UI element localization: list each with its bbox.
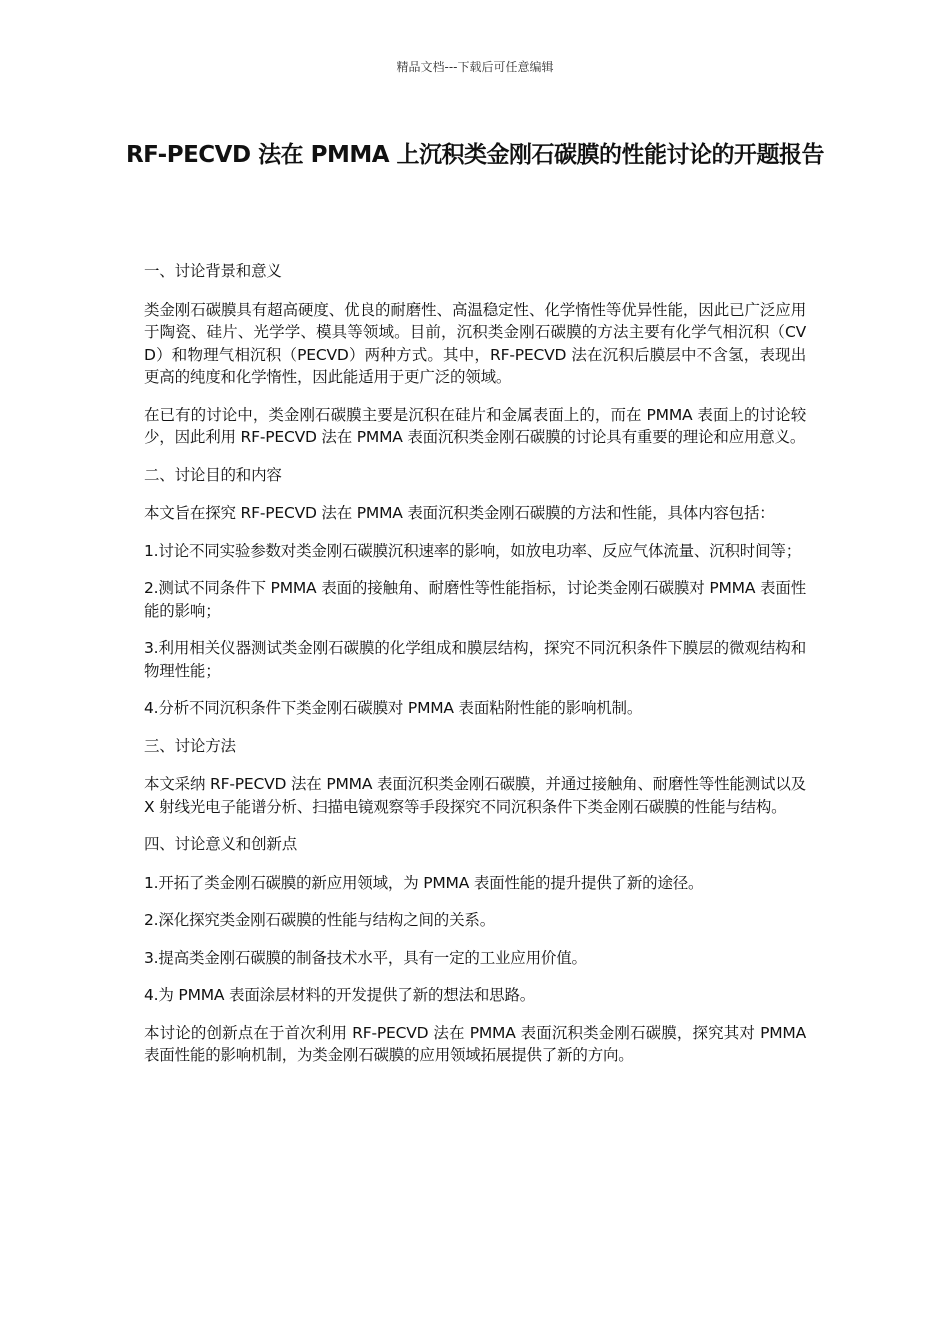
paragraph-background-1: 类金刚石碳膜具有超高硬度、优良的耐磨性、高温稳定性、化学惰性等优异性能，因此已广泛应用于陶瓷、硅片、光学学、模具等领域。目前，沉积类金刚石碳膜的方法主要有化学气相沉积（CVD）和物理气相沉积（PECVD）两种方式。其中，RF-PECVD 法在沉积后膜层中不含氢，表现出更高的纯度和化学惰性，因此能适用于更广泛的领域。 — [144, 300, 806, 386]
document-title: RF-PECVD 法在 PMMA 上沉积类金刚石碳膜的性能讨论的开题报告 — [125, 142, 825, 168]
paragraph-purpose-intro: 本文旨在探究 RF-PECVD 法在 PMMA 表面沉积类金刚石碳膜的方法和性能，具体内容包括： — [144, 504, 775, 522]
paragraph-innovation: 本讨论的创新点在于首次利用 RF-PECVD 法在 PMMA 表面沉积类金刚石碳膜，探究其对 PMMA 表面性能的影响机制，为类金刚石碳膜的应用领域拓展提供了新的方向。 — [144, 1023, 806, 1064]
section-heading-method: 三、讨论方法 — [144, 736, 236, 755]
list-item-significance-1: 1.开拓了类金刚石碳膜的新应用领域，为 PMMA 表面性能的提升提供了新的途径。 — [144, 873, 704, 892]
section-heading-background: 一、讨论背景和意义 — [144, 262, 282, 280]
list-item-purpose-2: 2.测试不同条件下 PMMA 表面的接触角、耐磨性等性能指标，讨论类金刚石碳膜对 PMMA 表面性能的影响； — [144, 579, 806, 620]
section-heading-significance: 四、讨论意义和创新点 — [144, 835, 298, 853]
list-item-significance-3: 3.提高类金刚石碳膜的制备技术水平，具有一定的工业应用价值。 — [144, 948, 587, 967]
page-header-note: 精品文档---下载后可任意编辑 — [396, 60, 554, 74]
paragraph-method: 本文采纳 RF-PECVD 法在 PMMA 表面沉积类金刚石碳膜，并通过接触角、耐磨性等性能测试以及 X 射线光电子能谱分析、扫描电镜观察等手段探究不同沉积条件下类金刚石碳膜的性能与结构。 — [144, 775, 806, 816]
list-item-significance-4: 4.为 PMMA 表面涂层材料的开发提供了新的想法和思路。 — [144, 986, 536, 1004]
list-item-purpose-4: 4.分析不同沉积条件下类金刚石碳膜对 PMMA 表面粘附性能的影响机制。 — [144, 699, 643, 717]
paragraph-background-2: 在已有的讨论中，类金刚石碳膜主要是沉积在硅片和金属表面上的，而在 PMMA 表面上的讨论较少，因此利用 RF-PECVD 法在 PMMA 表面沉积类金刚石碳膜的讨论具有重要的理论和应用意义。 — [144, 405, 806, 446]
list-item-purpose-3: 3.利用相关仪器测试类金刚石碳膜的化学组成和膜层结构，探究不同沉积条件下膜层的微观结构和物理性能； — [144, 639, 806, 680]
list-item-significance-2: 2.深化探究类金刚石碳膜的性能与结构之间的关系。 — [144, 911, 495, 929]
section-heading-purpose: 二、讨论目的和内容 — [144, 465, 282, 484]
document-body — [144, 260, 806, 1082]
list-item-purpose-1: 1.讨论不同实验参数对类金刚石碳膜沉积速率的影响，如放电功率、反应气体流量、沉积时间等； — [144, 541, 801, 560]
